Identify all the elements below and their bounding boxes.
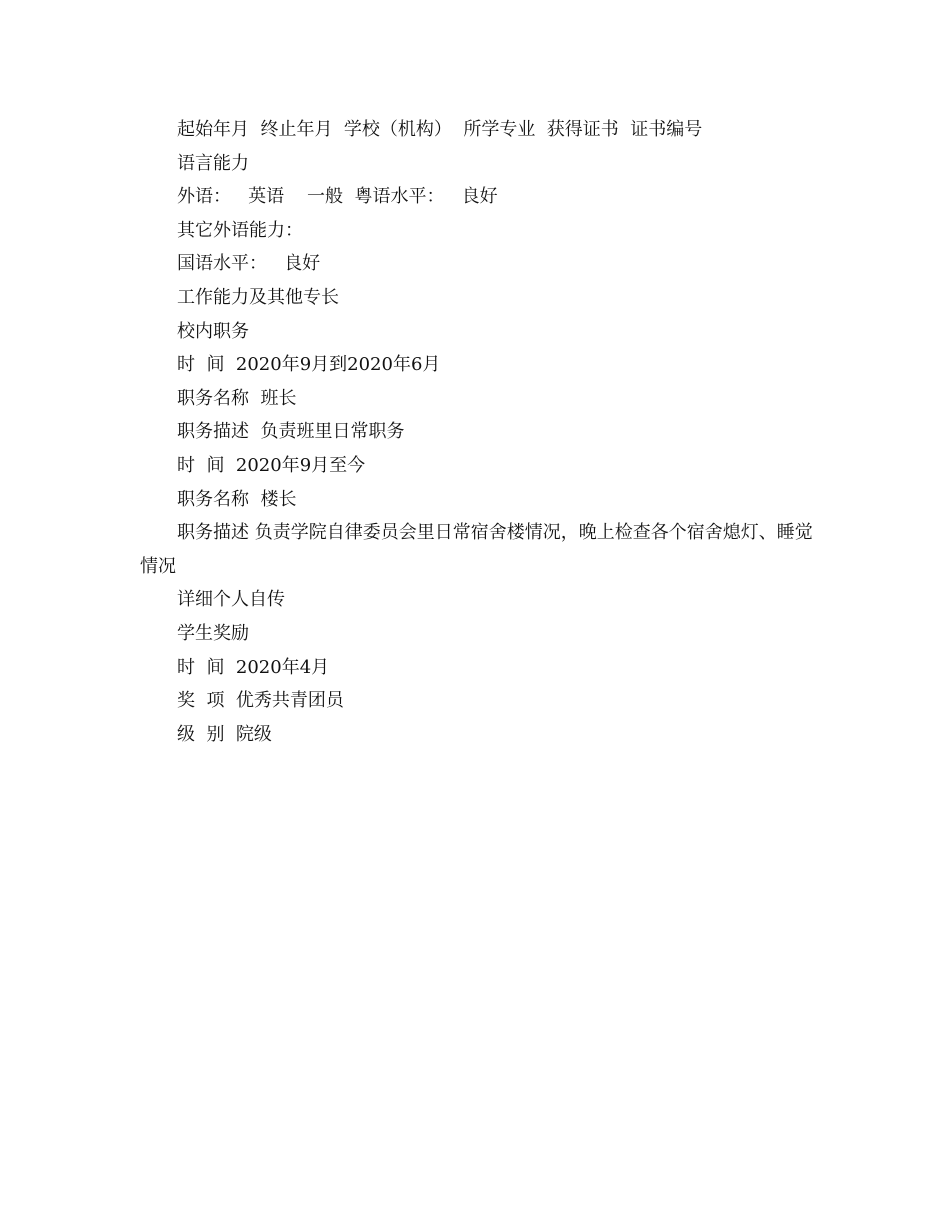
section-heading-awards: 学生奖励: [177, 622, 249, 644]
section-heading-campus-roles: 校内职务: [177, 320, 249, 342]
role-1-description: 职务描述 负责班里日常职务: [177, 421, 405, 443]
award-level: 级 别 院级: [177, 723, 272, 745]
award-name: 奖 项 优秀共青团员: [177, 690, 344, 712]
section-heading-autobiography: 详细个人自传: [177, 589, 285, 611]
role-2-description: 职务描述 负责学院自律委员会里日常宿舍楼情况，晚上检查各个宿舍熄灯、睡觉情况: [140, 522, 813, 577]
role-1-time: 时 间 2020年9月到2020年6月: [177, 354, 441, 376]
foreign-language-line: 外语： 英语 一般 粤语水平： 良好: [177, 186, 498, 208]
award-time: 时 间 2020年4月: [177, 656, 330, 678]
education-table-header: 起始年月 终止年月 学校（机构） 所学专业 获得证书 证书编号: [177, 119, 703, 140]
document-body: [140, 113, 820, 751]
mandarin-level-line: 国语水平： 良好: [177, 253, 321, 275]
section-heading-skills: 工作能力及其他专长: [177, 286, 339, 308]
role-2-time: 时 间 2020年9月至今: [177, 454, 366, 476]
role-2-title: 职务名称 楼长: [177, 488, 297, 510]
role-1-title: 职务名称 班长: [177, 387, 297, 409]
other-language-line: 其它外语能力：: [177, 219, 303, 241]
section-heading-language: 语言能力: [177, 152, 249, 174]
